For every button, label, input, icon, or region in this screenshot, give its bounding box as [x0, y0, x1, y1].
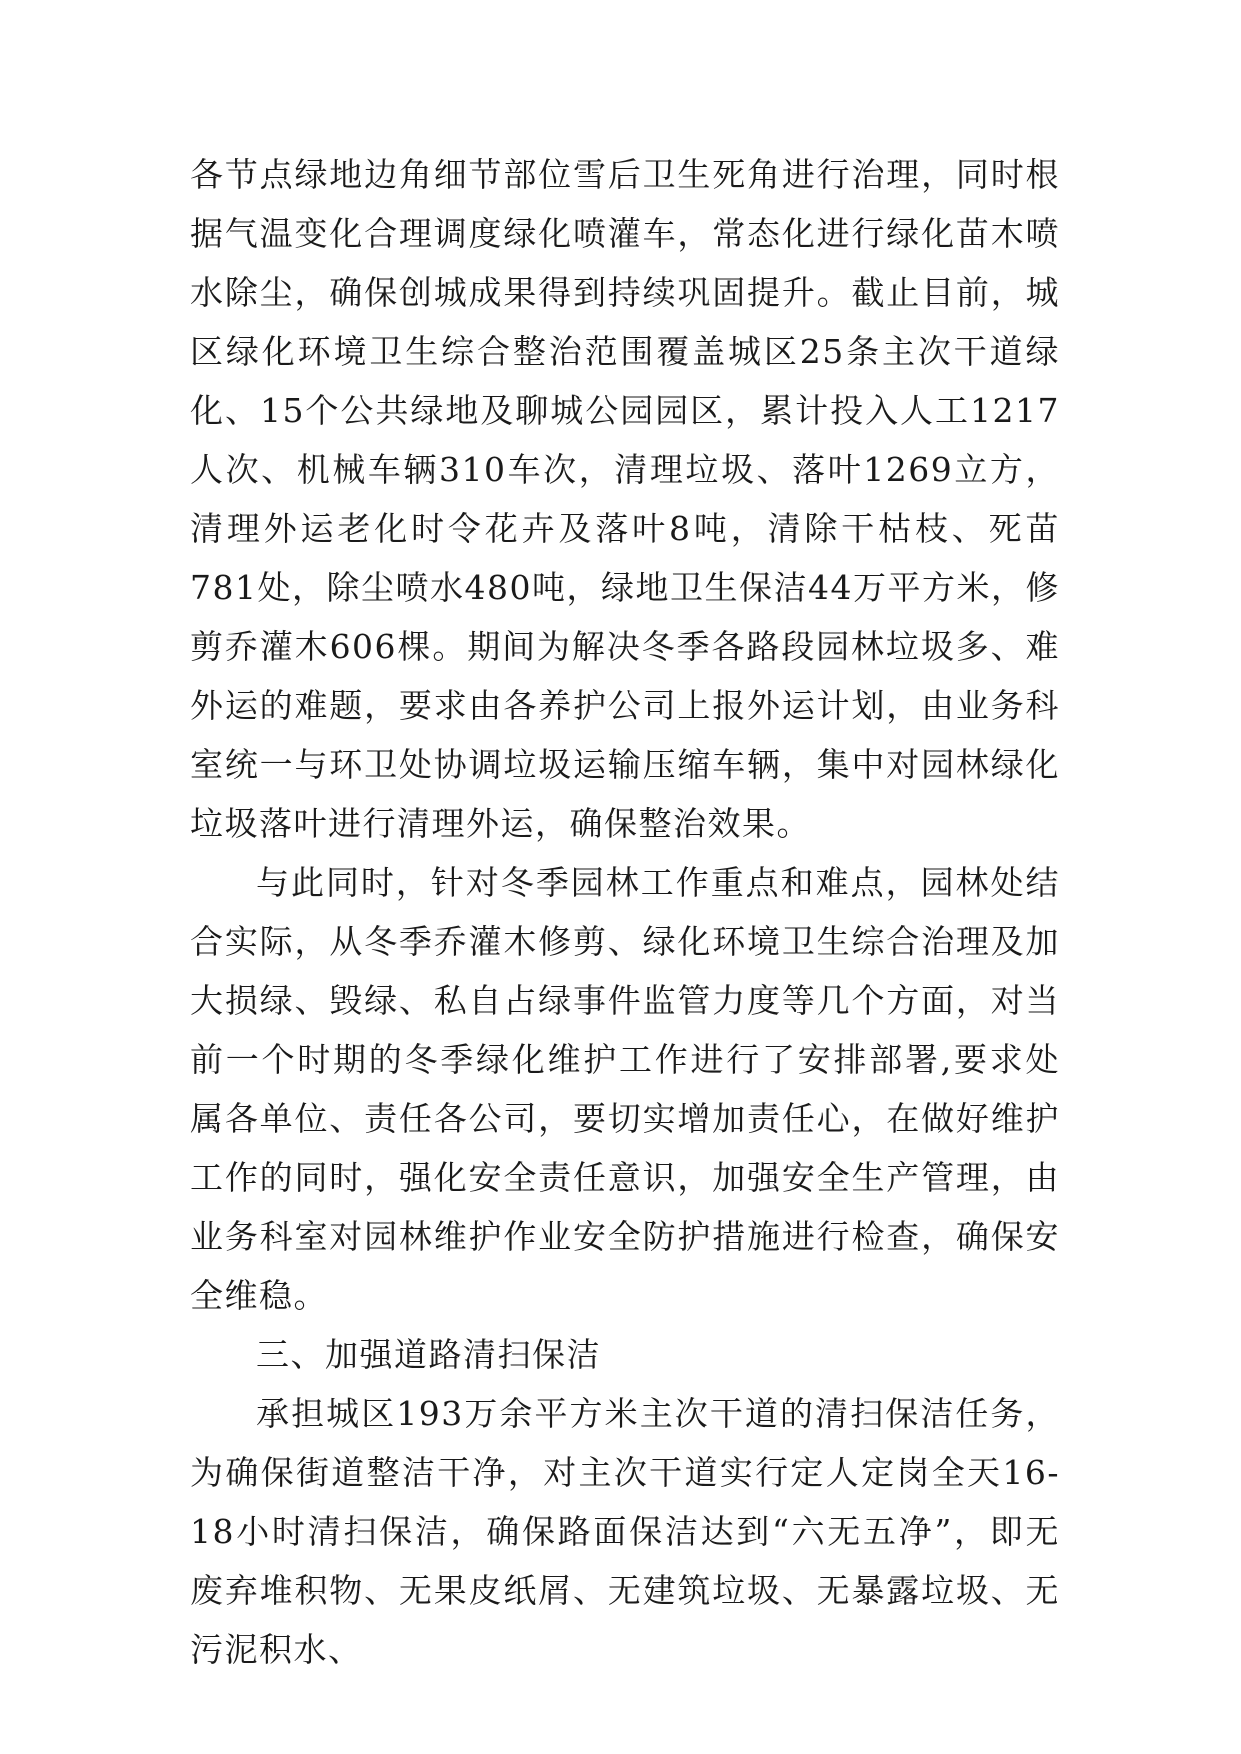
document-body	[190, 145, 1060, 1679]
paragraph-winter-maintenance: 与此同时，针对冬季园林工作重点和难点，园林处结合实际，从冬季乔灌木修剪、绿化环境卫生综合治理及加大损绿、毁绿、私自占绿事件监管力度等几个方面，对当前一个时期的冬季绿化维护工作进行了安排部署,要求处属各单位、责任各公司，要切实增加责任心，在做好维护工作的同时，强化安全责任意识，加强安全生产管理，由业务科室对园林维护作业安全防护措施进行检查，确保安全维稳。	[190, 863, 1060, 1315]
paragraph-road-cleaning: 承担城区193万余平方米主次干道的清扫保洁任务，为确保街道整洁干净，对主次干道实行定人定岗全天16-18小时清扫保洁，确保路面保洁达到“六无五净”，即无废弃堆积物、无果皮纸屑、无建筑垃圾、无暴露垃圾、无污泥积水、	[190, 1394, 1060, 1669]
section-heading-road-cleaning: 三、加强道路清扫保洁	[256, 1335, 601, 1374]
paragraph-greening-cleanup: 各节点绿地边角细节部位雪后卫生死角进行治理，同时根据气温变化合理调度绿化喷灌车，常态化进行绿化苗木喷水除尘，确保创城成果得到持续巩固提升。截止目前，城区绿化环境卫生综合整治范围覆盖城区25条主次干道绿化、15个公共绿地及聊城公园园区，累计投入人工1217人次、机械车辆310车次，清理垃圾、落叶1269立方，清理外运老化时令花卉及落叶8吨，清除干枯枝、死苗781处，除尘喷水480吨，绿地卫生保洁44万平方米，修剪乔灌木606棵。期间为解决冬季各路段园林垃圾多、难外运的难题，要求由各养护公司上报外运计划，由业务科室统一与环卫处协调垃圾运输压缩车辆，集中对园林绿化垃圾落叶进行清理外运，确保整治效果。	[190, 155, 1060, 843]
